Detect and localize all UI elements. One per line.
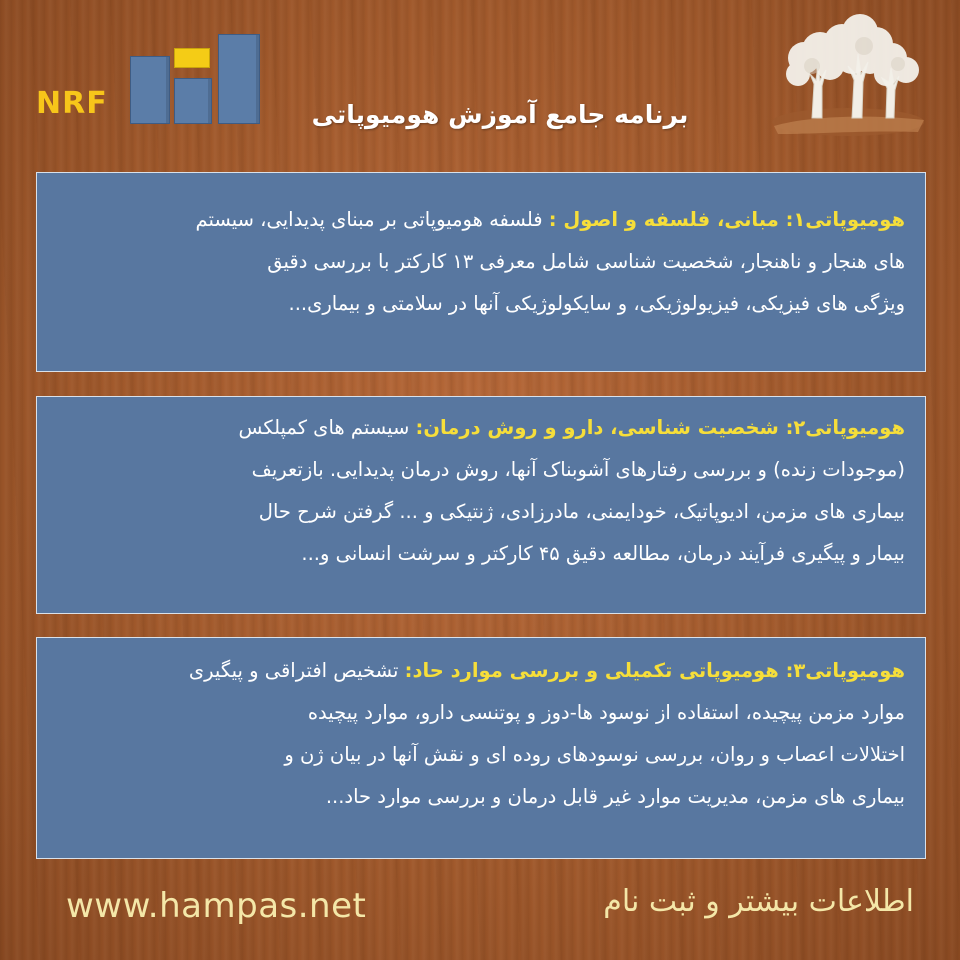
- section-1-line-1: [57, 199, 905, 241]
- section-3-text-2: موارد مزمن پیچیده، استفاده از نوسود ها-دوز و پوتنسی دارو، موارد پیچیده: [307, 701, 905, 724]
- section-2-heading: هومیوپاتی۲: شخصیت شناسی، دارو و روش درمان:: [415, 416, 905, 439]
- section-1-text-2: های هنجار و ناهنجار، شخصیت شناسی شامل معرفی ۱۳ کارکتر با بررسی دقیق: [267, 250, 905, 273]
- logo-bar-3: [218, 34, 260, 124]
- section-homeopathy-3: [36, 637, 926, 859]
- section-2-text-2: (موجودات زنده) و بررسی رفتارهای آشوبناک آنها، روش درمان پدیدایی. بازتعریف: [251, 458, 905, 481]
- website-link[interactable]: www.hampas.net: [66, 886, 367, 926]
- section-3-text-3: اختلالات اعصاب و روان، بررسی نوسودهای روده ای و نقش آنها در بیان ژن و: [284, 743, 905, 766]
- section-2-text-3: بیماری های مزمن، ادیوپاتیک، خودایمنی، مادرزادی، ژنتیکی و ... گرفتن شرح حال: [258, 500, 905, 523]
- logo-bar-1: [130, 56, 170, 124]
- section-2-text-1: سیستم های کمپلکس: [238, 416, 416, 439]
- section-1-text-3: ویژگی های فیزیکی، فیزیولوژیکی، و سایکولوژیکی آنها در سلامتی و بیماری...: [288, 292, 905, 315]
- page-title: برنامه جامع آموزش هومیوپاتی: [311, 100, 689, 129]
- logo-bar-yellow: [174, 48, 210, 68]
- logo-text: NRF: [36, 86, 108, 121]
- nrf-logo: [36, 34, 266, 124]
- logo-bar-2: [174, 78, 212, 124]
- section-2-line-1: [57, 407, 905, 449]
- register-info-text: اطلاعات بیشتر و ثبت نام: [603, 884, 914, 919]
- section-1-heading: هومیوپاتی۱: مبانی، فلسفه و اصول :: [548, 208, 905, 231]
- section-homeopathy-2: [36, 396, 926, 614]
- section-3-line-1: [57, 650, 905, 692]
- section-3-heading: هومیوپاتی۳: هومیوپاتی تکمیلی و بررسی موارد حاد:: [404, 659, 905, 682]
- trees-illustration: [768, 14, 928, 140]
- section-3-text-1: تشخیص افتراقی و پیگیری: [188, 659, 405, 682]
- section-2-text-4: بیمار و پیگیری فرآیند درمان، مطالعه دقیق ۴۵ کارکتر و سرشت انسانی و...: [301, 542, 905, 565]
- section-homeopathy-1: [36, 172, 926, 372]
- section-1-text-1: فلسفه هومیوپاتی بر مبنای پدیدایی، سیستم: [195, 208, 549, 231]
- section-3-text-4: بیماری های مزمن، مدیریت موارد غیر قابل درمان و بررسی موارد حاد...: [325, 785, 905, 808]
